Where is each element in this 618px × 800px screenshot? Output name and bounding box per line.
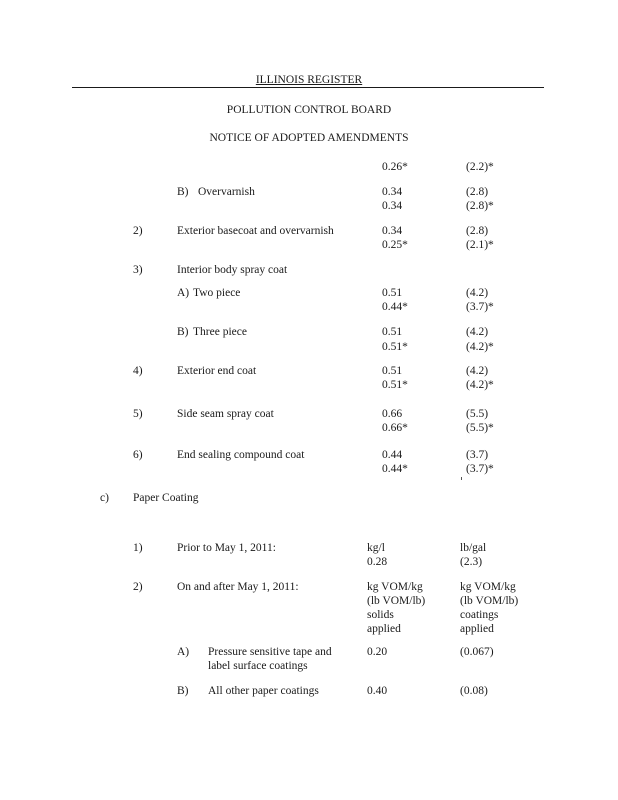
overvarnish-v2a: (2.8) — [466, 186, 489, 198]
side-seam-v1a: 0.66 — [382, 408, 403, 420]
two-piece-v1a: 0.51 — [382, 287, 403, 299]
header-rule — [72, 87, 544, 88]
two-piece-v2a: (4.2) — [466, 287, 489, 299]
prior-name: Prior to May 1, 2011: — [177, 542, 276, 554]
ext-end-v1b: 0.51* — [382, 379, 408, 391]
overvarnish-label: B) — [177, 186, 189, 198]
end-sealing-name: End sealing compound coat — [177, 449, 305, 461]
after-name: On and after May 1, 2011: — [177, 581, 299, 593]
pressure-name-line1: Pressure sensitive tape and — [208, 646, 332, 658]
overvarnish-v2b: (2.8)* — [466, 200, 494, 212]
ext-end-v2a: (4.2) — [466, 365, 489, 377]
paper-section-title: Paper Coating — [133, 492, 199, 504]
stray-mark — [461, 477, 462, 480]
pressure-name-line2: label surface coatings — [208, 660, 308, 672]
ext-end-name: Exterior end coat — [177, 365, 257, 377]
end-sealing-num: 6) — [133, 449, 143, 461]
side-seam-v2b: (5.5)* — [466, 422, 494, 434]
ext-basecoat-v1a: 0.34 — [382, 225, 403, 237]
three-piece-v1b: 0.51* — [382, 341, 408, 353]
after-num: 2) — [133, 581, 143, 593]
ext-end-num: 4) — [133, 365, 143, 377]
two-piece-name: Two piece — [193, 287, 241, 299]
after-col2-line4: applied — [460, 623, 494, 635]
side-seam-name: Side seam spray coat — [177, 408, 274, 420]
ext-end-v2b: (4.2)* — [466, 379, 494, 391]
top-row-value-2: (2.2)* — [466, 161, 494, 173]
overvarnish-v1a: 0.34 — [382, 186, 403, 198]
board-title: POLLUTION CONTROL BOARD — [226, 104, 392, 116]
after-col2-line3: coatings — [460, 609, 499, 621]
after-col1-line1: kg VOM/kg — [367, 581, 423, 593]
ext-basecoat-v1b: 0.25* — [382, 239, 408, 251]
ext-basecoat-num: 2) — [133, 225, 143, 237]
two-piece-label: A) — [177, 287, 190, 299]
prior-value-1: 0.28 — [367, 556, 388, 568]
end-sealing-v1b: 0.44* — [382, 463, 408, 475]
other-value-1: 0.40 — [367, 685, 388, 697]
other-name: All other paper coatings — [208, 685, 319, 697]
other-value-2: (0.08) — [460, 685, 488, 697]
two-piece-v2b: (3.7)* — [466, 301, 494, 313]
prior-unit-1: kg/l — [367, 542, 385, 554]
three-piece-v2a: (4.2) — [466, 326, 489, 338]
pressure-value-1: 0.20 — [367, 646, 388, 658]
top-row-value-1: 0.26* — [382, 161, 408, 173]
end-sealing-v2b: (3.7)* — [466, 463, 494, 475]
prior-value-2: (2.3) — [460, 556, 483, 568]
after-col1-line3: solids — [367, 609, 394, 621]
ext-basecoat-v2b: (2.1)* — [466, 239, 494, 251]
three-piece-v2b: (4.2)* — [466, 341, 494, 353]
overvarnish-name: Overvarnish — [198, 186, 255, 198]
end-sealing-v1a: 0.44 — [382, 449, 403, 461]
side-seam-v1b: 0.66* — [382, 422, 408, 434]
three-piece-label: B) — [177, 326, 189, 338]
three-piece-name: Three piece — [193, 326, 247, 338]
side-seam-v2a: (5.5) — [466, 408, 489, 420]
after-col2-line1: kg VOM/kg — [460, 581, 516, 593]
paper-section-label: c) — [100, 492, 109, 504]
other-label: B) — [177, 685, 189, 697]
register-title: ILLINOIS REGISTER — [255, 74, 363, 86]
notice-title: NOTICE OF ADOPTED AMENDMENTS — [209, 132, 409, 144]
interior-body-name: Interior body spray coat — [177, 264, 288, 276]
two-piece-v1b: 0.44* — [382, 301, 408, 313]
prior-num: 1) — [133, 542, 143, 554]
three-piece-v1a: 0.51 — [382, 326, 403, 338]
after-col1-line2: (lb VOM/lb) — [367, 595, 426, 607]
interior-body-num: 3) — [133, 264, 143, 276]
ext-end-v1a: 0.51 — [382, 365, 403, 377]
pressure-value-2: (0.067) — [460, 646, 494, 658]
side-seam-num: 5) — [133, 408, 143, 420]
overvarnish-v1b: 0.34 — [382, 200, 403, 212]
after-col2-line2: (lb VOM/lb) — [460, 595, 519, 607]
pressure-label: A) — [177, 646, 190, 658]
end-sealing-v2a: (3.7) — [466, 449, 489, 461]
after-col1-line4: applied — [367, 623, 401, 635]
ext-basecoat-v2a: (2.8) — [466, 225, 489, 237]
ext-basecoat-name: Exterior basecoat and overvarnish — [177, 225, 334, 237]
prior-unit-2: lb/gal — [460, 542, 487, 554]
